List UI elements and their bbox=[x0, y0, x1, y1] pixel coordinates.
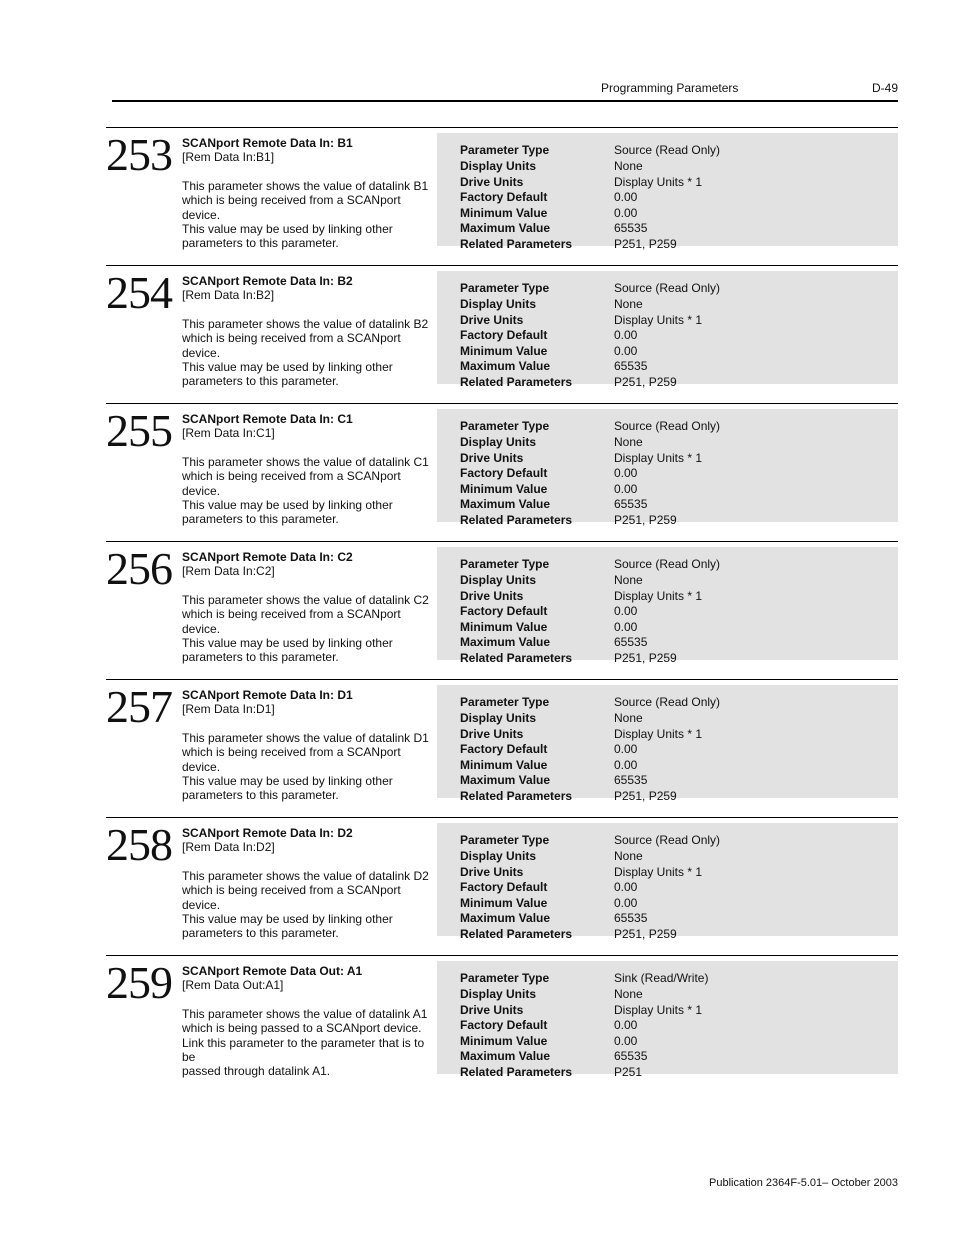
attribute-label: Parameter Type bbox=[460, 557, 550, 571]
parameter-name: SCANport Remote Data In: C2 bbox=[182, 550, 353, 564]
parameter-list bbox=[106, 127, 898, 1093]
parameter-block bbox=[106, 679, 898, 817]
parameter-attributes-table bbox=[437, 271, 898, 389]
description-line: which is being received from a SCANport device. bbox=[182, 469, 401, 498]
attribute-row bbox=[460, 865, 890, 880]
attribute-value: Display Units * 1 bbox=[614, 589, 703, 603]
attribute-value: Sink (Read/Write) bbox=[614, 971, 709, 985]
attribute-value: 0.00 bbox=[614, 344, 638, 358]
attribute-row bbox=[460, 1065, 890, 1080]
attribute-label: Maximum Value bbox=[460, 911, 551, 925]
attribute-row bbox=[460, 297, 890, 312]
parameter-info bbox=[182, 274, 437, 389]
parameter-number: 259 bbox=[106, 957, 172, 1008]
attribute-row bbox=[460, 497, 890, 512]
description-line: passed through datalink A1. bbox=[182, 1064, 331, 1079]
attribute-row bbox=[460, 221, 890, 236]
parameter-description bbox=[182, 731, 437, 803]
page-header bbox=[112, 80, 898, 102]
attribute-value: None bbox=[614, 849, 643, 863]
attribute-value: P251, P259 bbox=[614, 513, 677, 527]
parameter-info bbox=[182, 964, 437, 1079]
parameter-description bbox=[182, 1007, 437, 1079]
attribute-row bbox=[460, 451, 890, 466]
attribute-value: 0.00 bbox=[614, 206, 638, 220]
attribute-row bbox=[460, 695, 890, 710]
parameter-description bbox=[182, 317, 437, 389]
parameter-attributes-table bbox=[437, 409, 898, 527]
parameter-block bbox=[106, 955, 898, 1093]
description-line: which is being passed to a SCANport device. bbox=[182, 1021, 422, 1036]
attribute-value: Display Units * 1 bbox=[614, 313, 703, 327]
attribute-value: 0.00 bbox=[614, 896, 638, 910]
parameter-block bbox=[106, 541, 898, 679]
attribute-value: Display Units * 1 bbox=[614, 1003, 703, 1017]
attribute-value: Source (Read Only) bbox=[614, 143, 721, 157]
attribute-row bbox=[460, 281, 890, 296]
attribute-value: Source (Read Only) bbox=[614, 695, 721, 709]
description-line: This parameter shows the value of datalink C1 bbox=[182, 454, 429, 469]
attribute-label: Parameter Type bbox=[460, 695, 550, 709]
attribute-row bbox=[460, 557, 890, 572]
attribute-label: Factory Default bbox=[460, 604, 548, 618]
attribute-value: P251 bbox=[614, 1065, 643, 1079]
attribute-label: Minimum Value bbox=[460, 896, 548, 910]
attribute-label: Drive Units bbox=[460, 175, 524, 189]
description-line: This value may be used by linking other bbox=[182, 636, 393, 651]
attribute-label: Minimum Value bbox=[460, 206, 548, 220]
attribute-row bbox=[460, 1049, 890, 1064]
attribute-row bbox=[460, 896, 890, 911]
parameter-info bbox=[182, 688, 437, 803]
parameter-name: SCANport Remote Data In: D2 bbox=[182, 826, 353, 840]
parameter-abbreviation: [Rem Data In:D1] bbox=[182, 702, 275, 717]
attribute-value: P251, P259 bbox=[614, 375, 677, 389]
parameter-attributes-table bbox=[437, 547, 898, 665]
attribute-label: Related Parameters bbox=[460, 513, 573, 527]
description-line: This value may be used by linking other bbox=[182, 222, 393, 237]
description-line: This value may be used by linking other bbox=[182, 774, 393, 789]
attribute-value: None bbox=[614, 987, 643, 1001]
attribute-row bbox=[460, 573, 890, 588]
attribute-label: Factory Default bbox=[460, 742, 548, 756]
attribute-row bbox=[460, 206, 890, 221]
attribute-row bbox=[460, 190, 890, 205]
description-line: which is being received from a SCANport device. bbox=[182, 745, 401, 774]
attribute-value: None bbox=[614, 297, 643, 311]
attribute-label: Minimum Value bbox=[460, 620, 548, 634]
attribute-label: Related Parameters bbox=[460, 375, 573, 389]
attribute-label: Maximum Value bbox=[460, 1049, 551, 1063]
attribute-value: 0.00 bbox=[614, 1018, 638, 1032]
attribute-row bbox=[460, 237, 890, 252]
parameter-block bbox=[106, 265, 898, 403]
parameter-name: SCANport Remote Data Out: A1 bbox=[182, 964, 363, 978]
attribute-label: Display Units bbox=[460, 159, 537, 173]
description-line: This parameter shows the value of datalink D1 bbox=[182, 730, 429, 745]
parameter-info bbox=[182, 136, 437, 251]
parameter-number: 256 bbox=[106, 543, 172, 594]
attribute-value: P251, P259 bbox=[614, 237, 677, 251]
attribute-row bbox=[460, 651, 890, 666]
description-line: Link this parameter to the parameter that is to be bbox=[182, 1035, 425, 1065]
attribute-label: Parameter Type bbox=[460, 281, 550, 295]
description-line: This parameter shows the value of datalink C2 bbox=[182, 592, 429, 607]
description-line: parameters to this parameter. bbox=[182, 650, 339, 665]
parameter-abbreviation: [Rem Data In:D2] bbox=[182, 840, 275, 855]
attribute-label: Drive Units bbox=[460, 1003, 524, 1017]
attribute-value: 65535 bbox=[614, 497, 648, 511]
attribute-label: Factory Default bbox=[460, 328, 548, 342]
attribute-label: Factory Default bbox=[460, 880, 548, 894]
parameter-name: SCANport Remote Data In: C1 bbox=[182, 412, 353, 426]
attribute-label: Maximum Value bbox=[460, 497, 551, 511]
attribute-row bbox=[460, 328, 890, 343]
description-line: This parameter shows the value of datalink D2 bbox=[182, 868, 429, 883]
attribute-row bbox=[460, 635, 890, 650]
description-line: This value may be used by linking other bbox=[182, 498, 393, 513]
attribute-value: None bbox=[614, 573, 643, 587]
attribute-value: 0.00 bbox=[614, 1034, 638, 1048]
attribute-row bbox=[460, 849, 890, 864]
parameter-abbreviation: [Rem Data In:C2] bbox=[182, 564, 275, 579]
parameter-description bbox=[182, 179, 437, 251]
attribute-label: Display Units bbox=[460, 849, 537, 863]
attribute-value: None bbox=[614, 711, 643, 725]
attribute-row bbox=[460, 742, 890, 757]
attribute-label: Minimum Value bbox=[460, 1034, 548, 1048]
attribute-value: 65535 bbox=[614, 635, 648, 649]
attribute-label: Related Parameters bbox=[460, 237, 573, 251]
attribute-value: 65535 bbox=[614, 911, 648, 925]
attribute-label: Display Units bbox=[460, 573, 537, 587]
description-line: parameters to this parameter. bbox=[182, 374, 339, 389]
attribute-row bbox=[460, 971, 890, 986]
description-line: This parameter shows the value of datalink B1 bbox=[182, 178, 429, 193]
attribute-row bbox=[460, 911, 890, 926]
publication-footer: Publication 2364F-5.01– October 2003 bbox=[709, 1177, 898, 1189]
attribute-label: Factory Default bbox=[460, 1018, 548, 1032]
header-page-number: D-49 bbox=[871, 81, 898, 95]
parameter-attributes-table bbox=[437, 133, 898, 251]
attribute-row bbox=[460, 927, 890, 942]
attribute-row bbox=[460, 435, 890, 450]
description-line: which is being received from a SCANport device. bbox=[182, 331, 401, 360]
parameter-abbreviation: [Rem Data In:C1] bbox=[182, 426, 275, 441]
description-line: parameters to this parameter. bbox=[182, 788, 339, 803]
attribute-value: 0.00 bbox=[614, 482, 638, 496]
attribute-label: Display Units bbox=[460, 435, 537, 449]
description-line: parameters to this parameter. bbox=[182, 926, 339, 941]
attribute-row bbox=[460, 513, 890, 528]
attribute-value: 65535 bbox=[614, 359, 648, 373]
attribute-value: 65535 bbox=[614, 221, 648, 235]
parameter-number: 253 bbox=[106, 129, 172, 180]
parameter-description bbox=[182, 593, 437, 665]
parameter-info bbox=[182, 826, 437, 941]
attribute-row bbox=[460, 773, 890, 788]
attribute-value: Source (Read Only) bbox=[614, 281, 721, 295]
parameter-name: SCANport Remote Data In: B1 bbox=[182, 136, 353, 150]
attribute-value: 0.00 bbox=[614, 604, 638, 618]
description-line: This value may be used by linking other bbox=[182, 360, 393, 375]
attribute-value: Display Units * 1 bbox=[614, 727, 703, 741]
attribute-label: Drive Units bbox=[460, 313, 524, 327]
attribute-row bbox=[460, 758, 890, 773]
attribute-value: 65535 bbox=[614, 773, 648, 787]
attribute-label: Display Units bbox=[460, 987, 537, 1001]
attribute-value: Display Units * 1 bbox=[614, 175, 703, 189]
attribute-label: Drive Units bbox=[460, 589, 524, 603]
attribute-value: P251, P259 bbox=[614, 651, 677, 665]
attribute-value: 0.00 bbox=[614, 758, 638, 772]
attribute-label: Factory Default bbox=[460, 190, 548, 204]
attribute-row bbox=[460, 1018, 890, 1033]
attribute-label: Related Parameters bbox=[460, 1065, 573, 1079]
attribute-label: Related Parameters bbox=[460, 789, 573, 803]
description-line: which is being received from a SCANport device. bbox=[182, 607, 401, 636]
parameter-attributes-table bbox=[437, 685, 898, 803]
attribute-label: Minimum Value bbox=[460, 344, 548, 358]
attribute-row bbox=[460, 159, 890, 174]
attribute-label: Display Units bbox=[460, 297, 537, 311]
attribute-label: Maximum Value bbox=[460, 359, 551, 373]
attribute-row bbox=[460, 1034, 890, 1049]
attribute-value: 0.00 bbox=[614, 466, 638, 480]
attribute-row bbox=[460, 419, 890, 434]
attribute-row bbox=[460, 1003, 890, 1018]
attribute-row bbox=[460, 987, 890, 1002]
parameter-number: 258 bbox=[106, 819, 172, 870]
attribute-label: Maximum Value bbox=[460, 773, 551, 787]
attribute-value: 65535 bbox=[614, 1049, 648, 1063]
attribute-value: 0.00 bbox=[614, 742, 638, 756]
parameter-number: 257 bbox=[106, 681, 172, 732]
attribute-value: 0.00 bbox=[614, 190, 638, 204]
attribute-row bbox=[460, 711, 890, 726]
attribute-label: Drive Units bbox=[460, 727, 524, 741]
attribute-label: Factory Default bbox=[460, 466, 548, 480]
parameter-info bbox=[182, 412, 437, 527]
attribute-value: Source (Read Only) bbox=[614, 833, 721, 847]
description-line: This parameter shows the value of datalink B2 bbox=[182, 316, 429, 331]
description-line: parameters to this parameter. bbox=[182, 236, 339, 251]
attribute-value: None bbox=[614, 435, 643, 449]
attribute-label: Parameter Type bbox=[460, 143, 550, 157]
parameter-block bbox=[106, 127, 898, 265]
parameter-number: 255 bbox=[106, 405, 172, 456]
attribute-row bbox=[460, 359, 890, 374]
description-line: which is being received from a SCANport device. bbox=[182, 883, 401, 912]
attribute-row bbox=[460, 880, 890, 895]
parameter-block bbox=[106, 403, 898, 541]
attribute-row bbox=[460, 789, 890, 804]
parameter-attributes-table bbox=[437, 961, 898, 1079]
attribute-value: Display Units * 1 bbox=[614, 451, 703, 465]
attribute-label: Related Parameters bbox=[460, 927, 573, 941]
attribute-label: Related Parameters bbox=[460, 651, 573, 665]
attribute-row bbox=[460, 727, 890, 742]
description-line: This parameter shows the value of datalink A1 bbox=[182, 1006, 428, 1021]
description-line: This value may be used by linking other bbox=[182, 912, 393, 927]
attribute-row bbox=[460, 604, 890, 619]
attribute-label: Parameter Type bbox=[460, 971, 550, 985]
parameter-abbreviation: [Rem Data Out:A1] bbox=[182, 978, 284, 993]
parameter-name: SCANport Remote Data In: D1 bbox=[182, 688, 353, 702]
attribute-value: Source (Read Only) bbox=[614, 557, 721, 571]
attribute-label: Drive Units bbox=[460, 865, 524, 879]
parameter-name: SCANport Remote Data In: B2 bbox=[182, 274, 353, 288]
attribute-value: P251, P259 bbox=[614, 789, 677, 803]
parameter-abbreviation: [Rem Data In:B1] bbox=[182, 150, 275, 165]
parameter-number: 254 bbox=[106, 267, 172, 318]
attribute-row bbox=[460, 589, 890, 604]
attribute-label: Maximum Value bbox=[460, 221, 551, 235]
description-line: parameters to this parameter. bbox=[182, 512, 339, 527]
attribute-row bbox=[460, 833, 890, 848]
parameter-block bbox=[106, 817, 898, 955]
attribute-value: Source (Read Only) bbox=[614, 419, 721, 433]
attribute-row bbox=[460, 143, 890, 158]
attribute-label: Parameter Type bbox=[460, 833, 550, 847]
attribute-row bbox=[460, 175, 890, 190]
attribute-label: Minimum Value bbox=[460, 482, 548, 496]
description-line: which is being received from a SCANport device. bbox=[182, 193, 401, 222]
attribute-value: None bbox=[614, 159, 643, 173]
parameter-abbreviation: [Rem Data In:B2] bbox=[182, 288, 275, 303]
attribute-row bbox=[460, 620, 890, 635]
attribute-label: Minimum Value bbox=[460, 758, 548, 772]
attribute-row bbox=[460, 313, 890, 328]
attribute-value: 0.00 bbox=[614, 328, 638, 342]
attribute-value: 0.00 bbox=[614, 620, 638, 634]
attribute-label: Drive Units bbox=[460, 451, 524, 465]
parameter-description bbox=[182, 455, 437, 527]
attribute-row bbox=[460, 466, 890, 481]
parameter-info bbox=[182, 550, 437, 665]
attribute-row bbox=[460, 375, 890, 390]
attribute-label: Maximum Value bbox=[460, 635, 551, 649]
attribute-value: P251, P259 bbox=[614, 927, 677, 941]
header-title: Programming Parameters bbox=[601, 81, 739, 95]
parameter-description bbox=[182, 869, 437, 941]
attribute-value: Display Units * 1 bbox=[614, 865, 703, 879]
attribute-value: 0.00 bbox=[614, 880, 638, 894]
attribute-row bbox=[460, 344, 890, 359]
parameter-attributes-table bbox=[437, 823, 898, 941]
attribute-label: Parameter Type bbox=[460, 419, 550, 433]
attribute-row bbox=[460, 482, 890, 497]
attribute-label: Display Units bbox=[460, 711, 537, 725]
